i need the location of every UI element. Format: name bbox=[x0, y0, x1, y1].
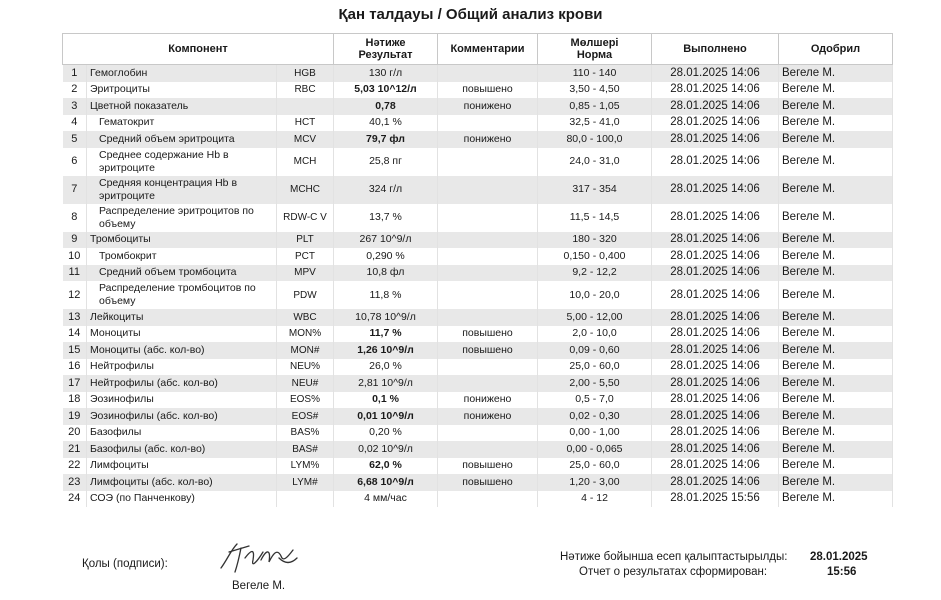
component-code: MPV bbox=[277, 265, 334, 282]
table-row bbox=[63, 148, 893, 176]
done-timestamp: 28.01.2025 14:06 bbox=[652, 408, 779, 425]
result-value: 11,8 % bbox=[334, 281, 438, 309]
table-row bbox=[63, 474, 893, 491]
done-timestamp: 28.01.2025 14:06 bbox=[652, 359, 779, 376]
done-timestamp: 28.01.2025 14:06 bbox=[652, 248, 779, 265]
component-name: Гематокрит bbox=[87, 115, 277, 132]
done-timestamp: 28.01.2025 14:06 bbox=[652, 342, 779, 359]
result-value: 2,81 10^9/л bbox=[334, 375, 438, 392]
approved-by: Вегеле М. bbox=[779, 115, 893, 132]
done-timestamp: 28.01.2025 14:06 bbox=[652, 176, 779, 204]
component-code: LYM# bbox=[277, 474, 334, 491]
comment-text bbox=[438, 248, 538, 265]
component-code: MON% bbox=[277, 326, 334, 343]
table-row bbox=[63, 281, 893, 309]
approved-by: Вегеле М. bbox=[779, 408, 893, 425]
table-row bbox=[63, 65, 893, 82]
result-value: 79,7 фл bbox=[334, 131, 438, 148]
comment-text bbox=[438, 309, 538, 326]
done-timestamp: 28.01.2025 14:06 bbox=[652, 232, 779, 249]
row-number: 13 bbox=[63, 309, 87, 326]
signature-label: Қолы (подписи): bbox=[82, 558, 168, 570]
result-value: 6,68 10^9/л bbox=[334, 474, 438, 491]
row-number: 16 bbox=[63, 359, 87, 376]
done-timestamp: 28.01.2025 14:06 bbox=[652, 148, 779, 176]
norm-range: 25,0 - 60,0 bbox=[538, 458, 652, 475]
result-value: 26,0 % bbox=[334, 359, 438, 376]
row-number: 3 bbox=[63, 98, 87, 115]
approved-by: Вегеле М. bbox=[779, 281, 893, 309]
component-name: Лимфоциты bbox=[87, 458, 277, 475]
done-timestamp: 28.01.2025 14:06 bbox=[652, 131, 779, 148]
result-value: 324 г/л bbox=[334, 176, 438, 204]
component-name: Нейтрофилы (абс. кол-во) bbox=[87, 375, 277, 392]
comment-text: понижено bbox=[438, 131, 538, 148]
component-code: MON# bbox=[277, 342, 334, 359]
row-number: 11 bbox=[63, 265, 87, 282]
component-code: NEU% bbox=[277, 359, 334, 376]
row-number: 6 bbox=[63, 148, 87, 176]
row-number: 18 bbox=[63, 392, 87, 409]
result-value: 5,03 10^12/л bbox=[334, 82, 438, 99]
norm-range: 80,0 - 100,0 bbox=[538, 131, 652, 148]
approved-by: Вегеле М. bbox=[779, 176, 893, 204]
header-result-ru: Результат bbox=[358, 49, 413, 61]
component-code: BAS% bbox=[277, 425, 334, 442]
approved-by: Вегеле М. bbox=[779, 342, 893, 359]
approved-by: Вегеле М. bbox=[779, 232, 893, 249]
header-norm-ru: Норма bbox=[576, 49, 613, 61]
component-name: СОЭ (по Панченкову) bbox=[87, 491, 277, 508]
norm-range: 0,00 - 1,00 bbox=[538, 425, 652, 442]
component-code: WBC bbox=[277, 309, 334, 326]
row-number: 21 bbox=[63, 441, 87, 458]
row-number: 10 bbox=[63, 248, 87, 265]
comment-text bbox=[438, 281, 538, 309]
norm-range: 3,50 - 4,50 bbox=[538, 82, 652, 99]
table-row bbox=[63, 441, 893, 458]
approved-by: Вегеле М. bbox=[779, 392, 893, 409]
approved-by: Вегеле М. bbox=[779, 359, 893, 376]
component-name: Распределение эритроцитов по объему bbox=[87, 204, 277, 232]
component-code: HCT bbox=[277, 115, 334, 132]
table-row bbox=[63, 458, 893, 475]
norm-range: 32,5 - 41,0 bbox=[538, 115, 652, 132]
report-time: 15:56 bbox=[827, 566, 857, 578]
row-number: 1 bbox=[63, 65, 87, 82]
row-number: 23 bbox=[63, 474, 87, 491]
component-code: MCV bbox=[277, 131, 334, 148]
report-title: Қан талдауы / Общий анализ крови bbox=[338, 6, 603, 23]
comment-text: повышено bbox=[438, 82, 538, 99]
component-name: Средний объем эритроцита bbox=[87, 131, 277, 148]
approved-by: Вегеле М. bbox=[779, 474, 893, 491]
result-value: 0,78 bbox=[334, 98, 438, 115]
header-done: Выполнено bbox=[652, 34, 779, 65]
result-value: 10,78 10^9/л bbox=[334, 309, 438, 326]
comment-text bbox=[438, 115, 538, 132]
row-number: 14 bbox=[63, 326, 87, 343]
signature-image bbox=[215, 538, 305, 578]
comment-text: понижено bbox=[438, 98, 538, 115]
comment-text: понижено bbox=[438, 408, 538, 425]
done-timestamp: 28.01.2025 14:06 bbox=[652, 375, 779, 392]
component-code: PCT bbox=[277, 248, 334, 265]
done-timestamp: 28.01.2025 14:06 bbox=[652, 65, 779, 82]
table-row bbox=[63, 342, 893, 359]
row-number: 2 bbox=[63, 82, 87, 99]
norm-range: 2,00 - 5,50 bbox=[538, 375, 652, 392]
table-row bbox=[63, 176, 893, 204]
row-number: 17 bbox=[63, 375, 87, 392]
table-row bbox=[63, 326, 893, 343]
approved-by: Вегеле М. bbox=[779, 326, 893, 343]
header-result bbox=[334, 34, 438, 65]
table-row bbox=[63, 491, 893, 508]
row-number: 9 bbox=[63, 232, 87, 249]
comment-text: понижено bbox=[438, 392, 538, 409]
comment-text bbox=[438, 441, 538, 458]
done-timestamp: 28.01.2025 14:06 bbox=[652, 265, 779, 282]
component-code: HGB bbox=[277, 65, 334, 82]
comment-text bbox=[438, 265, 538, 282]
component-code: PDW bbox=[277, 281, 334, 309]
done-timestamp: 28.01.2025 14:06 bbox=[652, 425, 779, 442]
norm-range: 11,5 - 14,5 bbox=[538, 204, 652, 232]
table-row bbox=[63, 131, 893, 148]
result-value: 13,7 % bbox=[334, 204, 438, 232]
table-row bbox=[63, 248, 893, 265]
result-value: 10,8 фл bbox=[334, 265, 438, 282]
comment-text bbox=[438, 232, 538, 249]
result-value: 0,02 10^9/л bbox=[334, 441, 438, 458]
component-code: LYM% bbox=[277, 458, 334, 475]
norm-range: 5,00 - 12,00 bbox=[538, 309, 652, 326]
header-comments: Комментарии bbox=[438, 34, 538, 65]
done-timestamp: 28.01.2025 14:06 bbox=[652, 458, 779, 475]
norm-range: 24,0 - 31,0 bbox=[538, 148, 652, 176]
norm-range: 0,02 - 0,30 bbox=[538, 408, 652, 425]
norm-range: 317 - 354 bbox=[538, 176, 652, 204]
done-timestamp: 28.01.2025 14:06 bbox=[652, 281, 779, 309]
result-value: 40,1 % bbox=[334, 115, 438, 132]
component-name: Средняя концентрация Hb в эритроците bbox=[87, 176, 277, 204]
table-row bbox=[63, 359, 893, 376]
done-timestamp: 28.01.2025 14:06 bbox=[652, 82, 779, 99]
component-name: Распределение тромбоцитов по объему bbox=[87, 281, 277, 309]
component-name: Моноциты (абс. кол-во) bbox=[87, 342, 277, 359]
header-result-kz: Нәтиже bbox=[365, 37, 406, 49]
component-name: Тромбоциты bbox=[87, 232, 277, 249]
component-name: Базофилы (абс. кол-во) bbox=[87, 441, 277, 458]
component-code: RDW-C V bbox=[277, 204, 334, 232]
component-name: Лейкоциты bbox=[87, 309, 277, 326]
result-value: 0,01 10^9/л bbox=[334, 408, 438, 425]
component-code: PLT bbox=[277, 232, 334, 249]
done-timestamp: 28.01.2025 14:06 bbox=[652, 309, 779, 326]
approved-by: Вегеле М. bbox=[779, 82, 893, 99]
component-name: Тромбокрит bbox=[87, 248, 277, 265]
norm-range: 25,0 - 60,0 bbox=[538, 359, 652, 376]
approved-by: Вегеле М. bbox=[779, 65, 893, 82]
norm-range: 10,0 - 20,0 bbox=[538, 281, 652, 309]
done-timestamp: 28.01.2025 14:06 bbox=[652, 115, 779, 132]
component-code: RBC bbox=[277, 82, 334, 99]
result-value: 1,26 10^9/л bbox=[334, 342, 438, 359]
comment-text bbox=[438, 491, 538, 508]
done-timestamp: 28.01.2025 14:06 bbox=[652, 98, 779, 115]
norm-range: 0,85 - 1,05 bbox=[538, 98, 652, 115]
norm-range: 9,2 - 12,2 bbox=[538, 265, 652, 282]
comment-text bbox=[438, 375, 538, 392]
table-row bbox=[63, 425, 893, 442]
norm-range: 1,20 - 3,00 bbox=[538, 474, 652, 491]
result-value: 130 г/л bbox=[334, 65, 438, 82]
component-name: Базофилы bbox=[87, 425, 277, 442]
approved-by: Вегеле М. bbox=[779, 131, 893, 148]
norm-range: 0,5 - 7,0 bbox=[538, 392, 652, 409]
row-number: 12 bbox=[63, 281, 87, 309]
component-code: MCH bbox=[277, 148, 334, 176]
row-number: 24 bbox=[63, 491, 87, 508]
row-number: 19 bbox=[63, 408, 87, 425]
table-row bbox=[63, 392, 893, 409]
table-row bbox=[63, 98, 893, 115]
done-timestamp: 28.01.2025 14:06 bbox=[652, 392, 779, 409]
table-row bbox=[63, 115, 893, 132]
row-number: 4 bbox=[63, 115, 87, 132]
component-name: Эозинофилы bbox=[87, 392, 277, 409]
component-name: Гемоглобин bbox=[87, 65, 277, 82]
done-timestamp: 28.01.2025 14:06 bbox=[652, 326, 779, 343]
approved-by: Вегеле М. bbox=[779, 98, 893, 115]
signer-name: Вегеле М. bbox=[232, 580, 286, 592]
comment-text: повышено bbox=[438, 458, 538, 475]
table-row bbox=[63, 232, 893, 249]
table-row bbox=[63, 265, 893, 282]
report-formed-kz: Нәтиже бойынша есеп қалыптастырылды: bbox=[560, 551, 788, 563]
header-approved: Одобрил bbox=[779, 34, 893, 65]
header-norm-kz: Мөлшері bbox=[570, 37, 619, 49]
component-name: Лимфоциты (абс. кол-во) bbox=[87, 474, 277, 491]
component-code: NEU# bbox=[277, 375, 334, 392]
norm-range: 0,09 - 0,60 bbox=[538, 342, 652, 359]
result-value: 11,7 % bbox=[334, 326, 438, 343]
comment-text: повышено bbox=[438, 474, 538, 491]
row-number: 15 bbox=[63, 342, 87, 359]
result-value: 0,290 % bbox=[334, 248, 438, 265]
norm-range: 110 - 140 bbox=[538, 65, 652, 82]
component-name: Средний объем тромбоцита bbox=[87, 265, 277, 282]
table-row bbox=[63, 309, 893, 326]
comment-text bbox=[438, 204, 538, 232]
table-header-row bbox=[63, 34, 893, 65]
comment-text: повышено bbox=[438, 326, 538, 343]
header-norm bbox=[538, 34, 652, 65]
approved-by: Вегеле М. bbox=[779, 248, 893, 265]
table-row bbox=[63, 375, 893, 392]
norm-range: 4 - 12 bbox=[538, 491, 652, 508]
comment-text: повышено bbox=[438, 342, 538, 359]
table-row bbox=[63, 204, 893, 232]
approved-by: Вегеле М. bbox=[779, 458, 893, 475]
norm-range: 0,150 - 0,400 bbox=[538, 248, 652, 265]
component-code bbox=[277, 491, 334, 508]
result-value: 0,1 % bbox=[334, 392, 438, 409]
row-number: 5 bbox=[63, 131, 87, 148]
component-name: Эозинофилы (абс. кол-во) bbox=[87, 408, 277, 425]
result-value: 62,0 % bbox=[334, 458, 438, 475]
approved-by: Вегеле М. bbox=[779, 441, 893, 458]
norm-range: 0,00 - 0,065 bbox=[538, 441, 652, 458]
header-component: Компонент bbox=[63, 34, 334, 65]
done-timestamp: 28.01.2025 14:06 bbox=[652, 204, 779, 232]
row-number: 7 bbox=[63, 176, 87, 204]
done-timestamp: 28.01.2025 15:56 bbox=[652, 491, 779, 508]
row-number: 22 bbox=[63, 458, 87, 475]
approved-by: Вегеле М. bbox=[779, 204, 893, 232]
component-code: EOS% bbox=[277, 392, 334, 409]
norm-range: 2,0 - 10,0 bbox=[538, 326, 652, 343]
table-row bbox=[63, 408, 893, 425]
report-formed-ru: Отчет о результатах сформирован: bbox=[579, 566, 768, 578]
approved-by: Вегеле М. bbox=[779, 148, 893, 176]
result-value: 0,20 % bbox=[334, 425, 438, 442]
component-name: Цветной показатель bbox=[87, 98, 277, 115]
approved-by: Вегеле М. bbox=[779, 309, 893, 326]
component-code bbox=[277, 98, 334, 115]
component-code: BAS# bbox=[277, 441, 334, 458]
result-value: 267 10^9/л bbox=[334, 232, 438, 249]
table-row bbox=[63, 82, 893, 99]
done-timestamp: 28.01.2025 14:06 bbox=[652, 474, 779, 491]
comment-text bbox=[438, 176, 538, 204]
comment-text bbox=[438, 425, 538, 442]
result-value: 25,8 пг bbox=[334, 148, 438, 176]
done-timestamp: 28.01.2025 14:06 bbox=[652, 441, 779, 458]
approved-by: Вегеле М. bbox=[779, 425, 893, 442]
comment-text bbox=[438, 65, 538, 82]
row-number: 20 bbox=[63, 425, 87, 442]
comment-text bbox=[438, 359, 538, 376]
approved-by: Вегеле М. bbox=[779, 375, 893, 392]
comment-text bbox=[438, 148, 538, 176]
component-name: Среднее содержание Hb в эритроците bbox=[87, 148, 277, 176]
results-table bbox=[62, 33, 893, 507]
component-name: Нейтрофилы bbox=[87, 359, 277, 376]
result-value: 4 мм/час bbox=[334, 491, 438, 508]
component-name: Эритроциты bbox=[87, 82, 277, 99]
approved-by: Вегеле М. bbox=[779, 491, 893, 508]
component-name: Моноциты bbox=[87, 326, 277, 343]
component-code: EOS# bbox=[277, 408, 334, 425]
component-code: MCHC bbox=[277, 176, 334, 204]
approved-by: Вегеле М. bbox=[779, 265, 893, 282]
norm-range: 180 - 320 bbox=[538, 232, 652, 249]
row-number: 8 bbox=[63, 204, 87, 232]
report-date: 28.01.2025 bbox=[810, 551, 868, 563]
